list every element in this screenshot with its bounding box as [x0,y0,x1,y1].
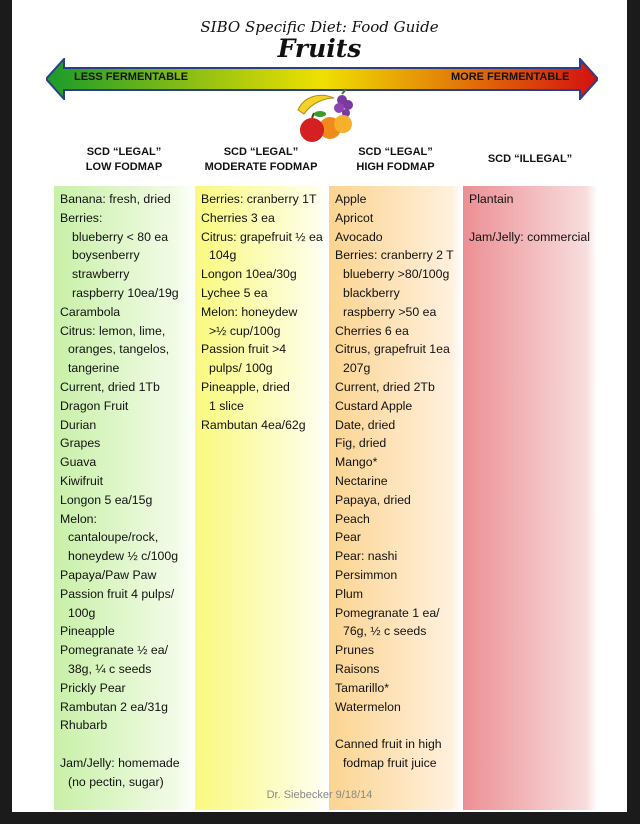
food-item-apple: Apple [335,192,367,206]
column-illegal [463,186,597,810]
food-item-durian: Durian [60,417,97,432]
food-item-citrus-grapefruit-ea: Citrus: grapefruit ½ ea [201,229,323,244]
food-item-custard-apple: Custard Apple [335,398,413,413]
spacer [469,209,597,228]
food-item-plantain: Plantain [469,192,514,206]
food-item-rambutan-4ea-62g: Rambutan 4ea/62g [201,417,306,432]
food-item-1-slice: 1 slice [209,398,244,413]
food-item-banana-fresh-dried: Banana: fresh, dried [60,192,171,206]
food-item-plum: Plum [335,586,364,601]
food-item-lychee-5-ea: Lychee 5 ea [201,285,268,300]
food-item-cherries-6-ea: Cherries 6 ea [335,323,409,338]
food-item-longon-5-ea-15g: Longon 5 ea/15g [60,492,153,507]
food-item-fodmap-fruit-juice: fodmap fruit juice [343,755,437,770]
food-item-current-dried-1tb: Current, dried 1Tb [60,379,160,394]
food-item-blueberry-80-ea: blueberry < 80 ea [72,229,169,244]
food-item-grapes: Grapes [60,436,101,451]
food-item-38g-c-seeds: 38g, ¼ c seeds [68,661,152,676]
bottom-border [0,812,640,824]
column-header-high-fodmap: SCD “LEGAL” HIGH FODMAP [356,146,435,173]
food-item-berries-cranberry-2-t: Berries: cranberry 2 T [335,248,454,263]
fruit-basket-icon [290,88,360,148]
food-item-citrus-grapefruit-1ea: Citrus, grapefruit 1ea [335,342,450,357]
food-item-cherries-3-ea: Cherries 3 ea [201,210,275,225]
food-item-berries-cranberry-1t: Berries: cranberry 1T [201,192,317,206]
food-item-apricot: Apricot [335,210,374,225]
food-item-papaya-paw-paw: Papaya/Paw Paw [60,567,157,582]
food-item-kiwifruit: Kiwifruit [60,473,104,488]
food-item-tamarillo: Tamarillo* [335,680,389,695]
food-item-cantaloupe-rock: cantaloupe/rock, [68,530,159,545]
food-item-peach: Peach [335,511,370,526]
food-item-current-dried-2tb: Current, dried 2Tb [335,379,435,394]
food-item-oranges-tangelos: oranges, tangelos, [68,342,170,357]
spacer [60,735,194,754]
food-item-pear-nashi: Pear: nashi [335,549,398,564]
food-item-canned-fruit-in-high: Canned fruit in high [335,737,442,752]
food-item-no-pectin-sugar: (no pectin, sugar) [68,774,164,789]
food-item-blackberry: blackberry [343,285,400,300]
food-item-prickly-pear: Prickly Pear [60,680,126,695]
food-item-boysenberry: boysenberry [72,248,140,263]
food-item-jam-jelly-commercial: Jam/Jelly: commercial [469,229,590,244]
food-item-pomegranate-1-ea: Pomegranate 1 ea/ [335,605,440,620]
food-item-papaya-dried: Papaya, dried [335,492,411,507]
food-item-melon: Melon: [60,511,97,526]
column-low-fodmap [54,186,194,810]
page-title: Fruits [277,34,362,63]
page-subtitle: SIBO Specific Diet: Food Guide [200,18,439,36]
column-high-fodmap [329,186,462,810]
food-item-guava: Guava [60,455,97,470]
food-item-strawberry: strawberry [72,267,130,282]
food-item-rhubarb: Rhubarb [60,718,108,733]
food-item-fig-dried: Fig, dried [335,436,387,451]
food-item-nectarine: Nectarine [335,473,388,488]
column-header-moderate-fodmap: SCD “LEGAL” MODERATE FODMAP [204,146,318,173]
food-item-raspberry-50-ea: raspberry >50 ea [343,304,437,319]
food-item-citrus-lemon-lime: Citrus: lemon, lime, [60,323,166,338]
more-fermentable-label: MORE FERMENTABLE [451,71,570,83]
food-item-jam-jelly-homemade: Jam/Jelly: homemade [60,755,180,770]
food-guide-page [12,0,627,812]
author-footer: Dr. Siebecker 9/18/14 [266,789,373,801]
food-item-cup-100g: >½ cup/100g [209,323,281,338]
spacer [335,716,462,735]
column-header-illegal: SCD “ILLEGAL” [487,153,573,165]
food-item-berries: Berries: [60,210,103,225]
food-item-tangerine: tangerine [68,361,120,376]
food-item-pear: Pear [335,530,361,545]
food-item-prunes: Prunes [335,643,374,658]
food-item-pomegranate-ea: Pomegranate ½ ea/ [60,643,169,658]
food-item-honeydew-c-100g: honeydew ½ c/100g [68,549,179,564]
food-item-persimmon: Persimmon [335,567,398,582]
less-fermentable-label: LESS FERMENTABLE [74,71,189,83]
food-item-76g-c-seeds: 76g, ½ c seeds [343,624,427,639]
food-item-avocado: Avocado [335,229,383,244]
food-item-longon-10ea-30g: Longon 10ea/30g [201,267,297,282]
food-item-104g: 104g [209,248,237,263]
food-item-pulps-100g: pulps/ 100g [209,361,273,376]
food-item-raspberry-10ea-19g: raspberry 10ea/19g [72,285,179,300]
column-moderate-fodmap [195,186,327,810]
food-item-dragon-fruit: Dragon Fruit [60,398,129,413]
food-item-blueberry-80-100g: blueberry >80/100g [343,267,450,282]
food-item-207g: 207g [343,361,371,376]
food-item-pineapple-dried: Pineapple, dried [201,379,290,394]
food-item-carambola: Carambola [60,304,121,319]
food-item-passion-fruit-4: Passion fruit >4 [201,342,287,357]
food-item-date-dried: Date, dried [335,417,396,432]
food-item-watermelon: Watermelon [335,699,401,714]
food-item-passion-fruit-4-pulps: Passion fruit 4 pulps/ [60,586,175,601]
food-item-melon-honeydew: Melon: honeydew [201,304,298,319]
food-item-mango: Mango* [335,455,378,470]
food-item-pineapple: Pineapple [60,624,115,639]
food-item-rambutan-2-ea-31g: Rambutan 2 ea/31g [60,699,169,714]
column-header-low-fodmap: SCD “LEGAL” LOW FODMAP [85,146,163,173]
food-item-100g: 100g [68,605,96,620]
food-item-raisons: Raisons [335,661,380,676]
